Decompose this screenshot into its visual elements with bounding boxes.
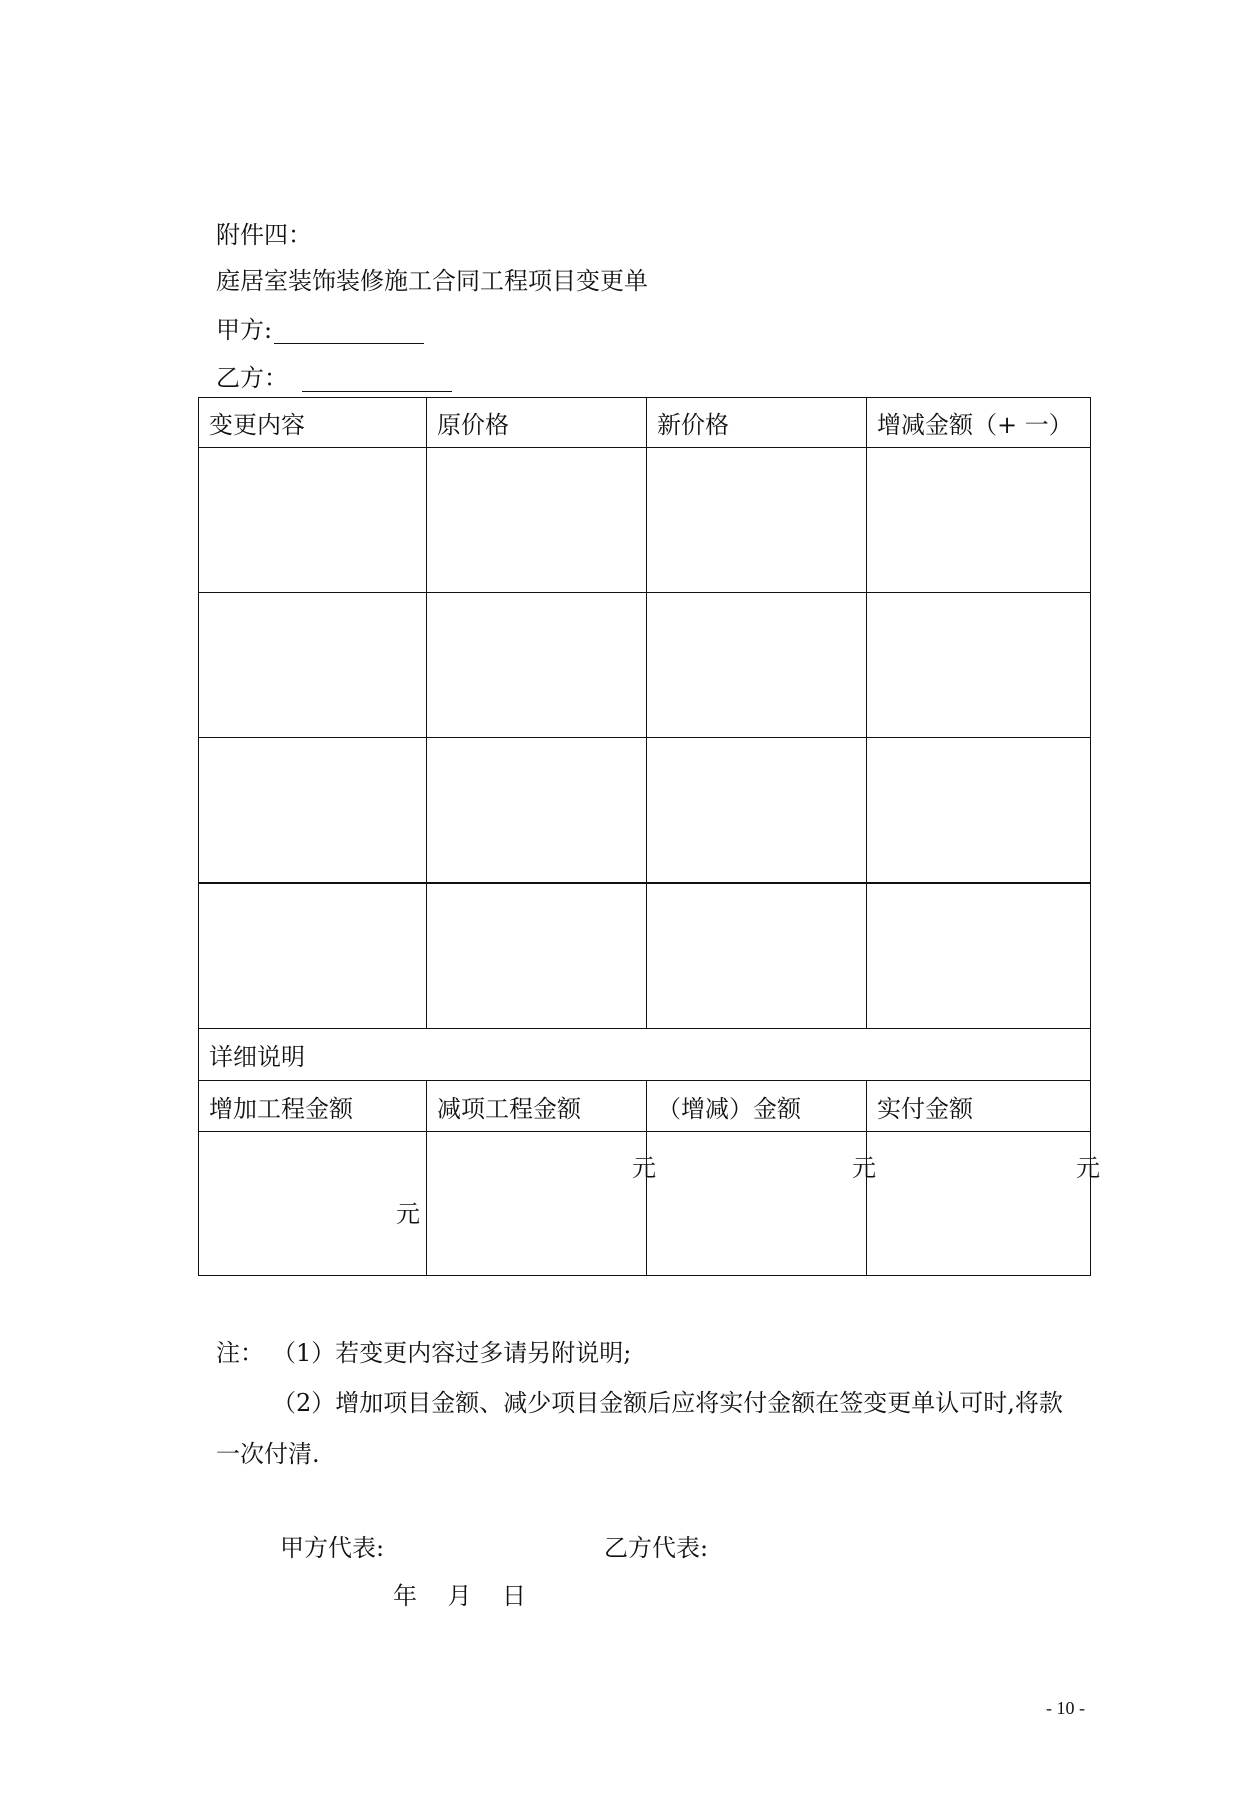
party-a-line <box>216 316 424 344</box>
party-a-representative: 甲方代表: <box>280 1534 385 1562</box>
cell-reduced-amount[interactable] <box>427 1132 656 1276</box>
cell-original-price[interactable] <box>427 738 647 884</box>
header-reduced-amount: 减项工程金额 <box>427 1081 647 1132</box>
note-item-1: （1）若变更内容过多请另附说明; <box>272 1339 632 1367</box>
cell-net-amount[interactable] <box>647 1132 876 1276</box>
party-a-blank[interactable] <box>274 321 424 344</box>
detail-row <box>199 1029 1091 1081</box>
cell-new-price[interactable] <box>647 593 867 738</box>
header-net-amount: （增减）金额 <box>647 1081 867 1132</box>
party-b-representative: 乙方代表: <box>604 1534 709 1562</box>
summary-values-row <box>199 1132 1091 1276</box>
cell-original-price[interactable] <box>427 448 647 593</box>
signature-date: 年 月 日 <box>393 1582 527 1610</box>
attachment-label: 附件四： <box>216 221 312 249</box>
party-b-label: 乙方： <box>216 364 288 392</box>
cell-change-content[interactable] <box>199 883 427 1029</box>
cell-new-price[interactable] <box>647 448 867 593</box>
header-change-content: 变更内容 <box>199 398 427 448</box>
cell-change-amount[interactable] <box>867 883 1091 1029</box>
cell-change-amount[interactable] <box>867 593 1091 738</box>
header-original-price: 原价格 <box>427 398 647 448</box>
unit-yuan: 元 <box>1076 1154 1100 1182</box>
table-row <box>199 448 1091 593</box>
unit-yuan: 元 <box>396 1200 420 1228</box>
header-actual-payment: 实付金额 <box>867 1081 1091 1132</box>
party-b-line <box>216 364 452 392</box>
change-order-table <box>198 397 1100 1276</box>
note-item-2-line-1: （2）增加项目金额、减少项目金额后应将实付金额在签变更单认可时,将款 <box>272 1389 1063 1417</box>
cell-added-amount[interactable] <box>199 1132 427 1276</box>
cell-original-price[interactable] <box>427 883 647 1029</box>
table-header-row <box>199 398 1091 448</box>
detail-label: 详细说明 <box>199 1029 1091 1081</box>
table-row <box>199 738 1091 884</box>
cell-actual-payment[interactable] <box>867 1132 1100 1276</box>
party-a-label: 甲方: <box>216 316 273 344</box>
unit-yuan: 元 <box>632 1154 656 1182</box>
table-row <box>199 593 1091 738</box>
summary-header-row <box>199 1081 1091 1132</box>
header-new-price: 新价格 <box>647 398 867 448</box>
cell-change-amount[interactable] <box>867 738 1091 884</box>
header-change-amount: 增减金额（+ 一） <box>867 398 1091 448</box>
header-added-amount: 增加工程金额 <box>199 1081 427 1132</box>
cell-change-content[interactable] <box>199 593 427 738</box>
page-number: - 10 - <box>1046 1698 1085 1718</box>
party-b-blank[interactable] <box>302 369 452 392</box>
cell-change-content[interactable] <box>199 448 427 593</box>
cell-original-price[interactable] <box>427 593 647 738</box>
form-title: 庭居室装饰装修施工合同工程项目变更单 <box>216 267 648 295</box>
table-row <box>199 883 1091 1029</box>
cell-change-content[interactable] <box>199 738 427 884</box>
unit-yuan: 元 <box>852 1154 876 1182</box>
cell-new-price[interactable] <box>647 738 867 884</box>
note-item-2-line-2: 一次付清. <box>216 1440 320 1468</box>
cell-change-amount[interactable] <box>867 448 1091 593</box>
notes-prefix: 注： <box>216 1339 264 1367</box>
cell-new-price[interactable] <box>647 883 867 1029</box>
